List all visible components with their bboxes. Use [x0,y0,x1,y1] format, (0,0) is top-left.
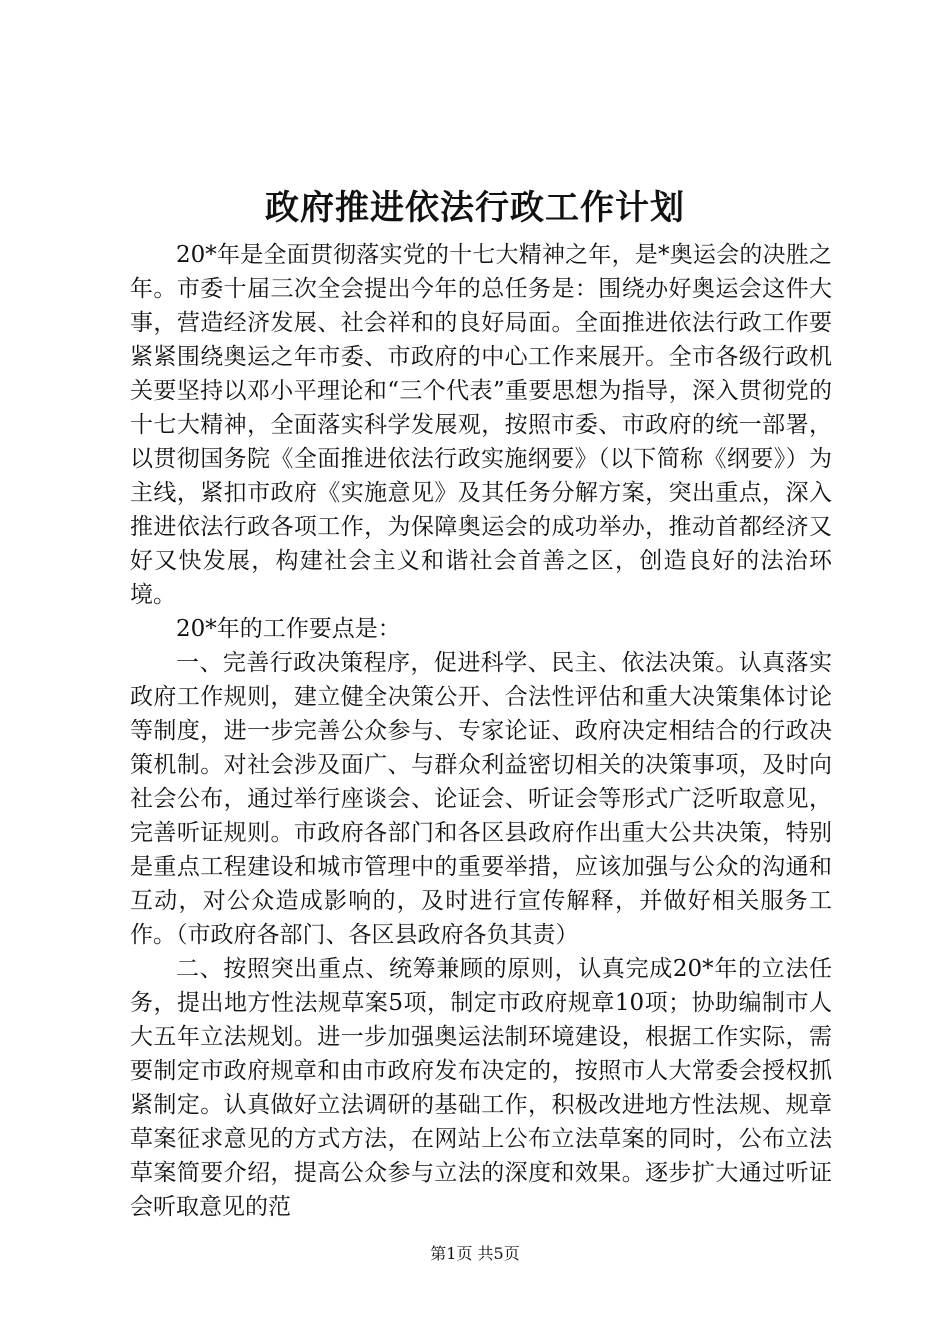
paragraph-item-2: 二、按照突出重点、统筹兼顾的原则，认真完成20*年的立法任务，提出地方性法规草案5项，制定市政府规章10项；协助编制市人大五年立法规划。进一步加强奥运法制环境建设，根据工作实际，需要制定市政府规章和由市政府发布决定的，按照市人大常委会授权抓紧制定。认真做好立法调研的基础工作，积极改进地方性法规、规章草案征求意见的方式方法，在网站上公布立法草案的同时，公布立法草案简要介绍，提高公众参与立法的深度和效果。逐步扩大通过听证会听取意见的范 [130,956,832,1220]
page-footer: 第1页 共5页 [430,1244,520,1263]
paragraph-key-points-heading: 20*年的工作要点是： [176,616,401,642]
document-title: 政府推进依法行政工作计划 [265,188,685,228]
paragraph-intro: 20*年是全面贯彻落实党的十七大精神之年，是*奥运会的决胜之年。市委十届三次全会提出今年的总任务是：围绕办好奥运会这件大事，营造经济发展、社会祥和的良好局面。全面推进依法行政工作要紧紧围绕奥运之年市委、市政府的中心工作来展开。全市各级行政机关要坚持以邓小平理论和“三个代表”重要思想为指导，深入贯彻党的十七大精神，全面落实科学发展观，按照市委、市政府的统一部署，以贯彻国务院《全面推进依法行政实施纲要》（以下简称《纲要》）为主线，紧扣市政府《实施意见》及其任务分解方案，突出重点，深入推进依法行政各项工作，为保障奥运会的成功举办，推动首都经济又好又快发展，构建社会主义和谐社会首善之区，创造良好的法治环境。 [130,242,832,608]
document-body [130,238,832,1224]
paragraph-item-1: 一、完善行政决策程序，促进科学、民主、依法决策。认真落实政府工作规则，建立健全决策公开、合法性评估和重大决策集体讨论等制度，进一步完善公众参与、专家论证、政府决定相结合的行政决策机制。对社会涉及面广、与群众利益密切相关的决策事项，及时向社会公布，通过举行座谈会、论证会、听证会等形式广泛听取意见，完善听证规则。市政府各部门和各区县政府作出重大公共决策，特别是重点工程建设和城市管理中的重要举措，应该加强与公众的沟通和互动，对公众造成影响的，及时进行宣传解释，并做好相关服务工作。（市政府各部门、各区县政府各负其责） [130,650,832,948]
